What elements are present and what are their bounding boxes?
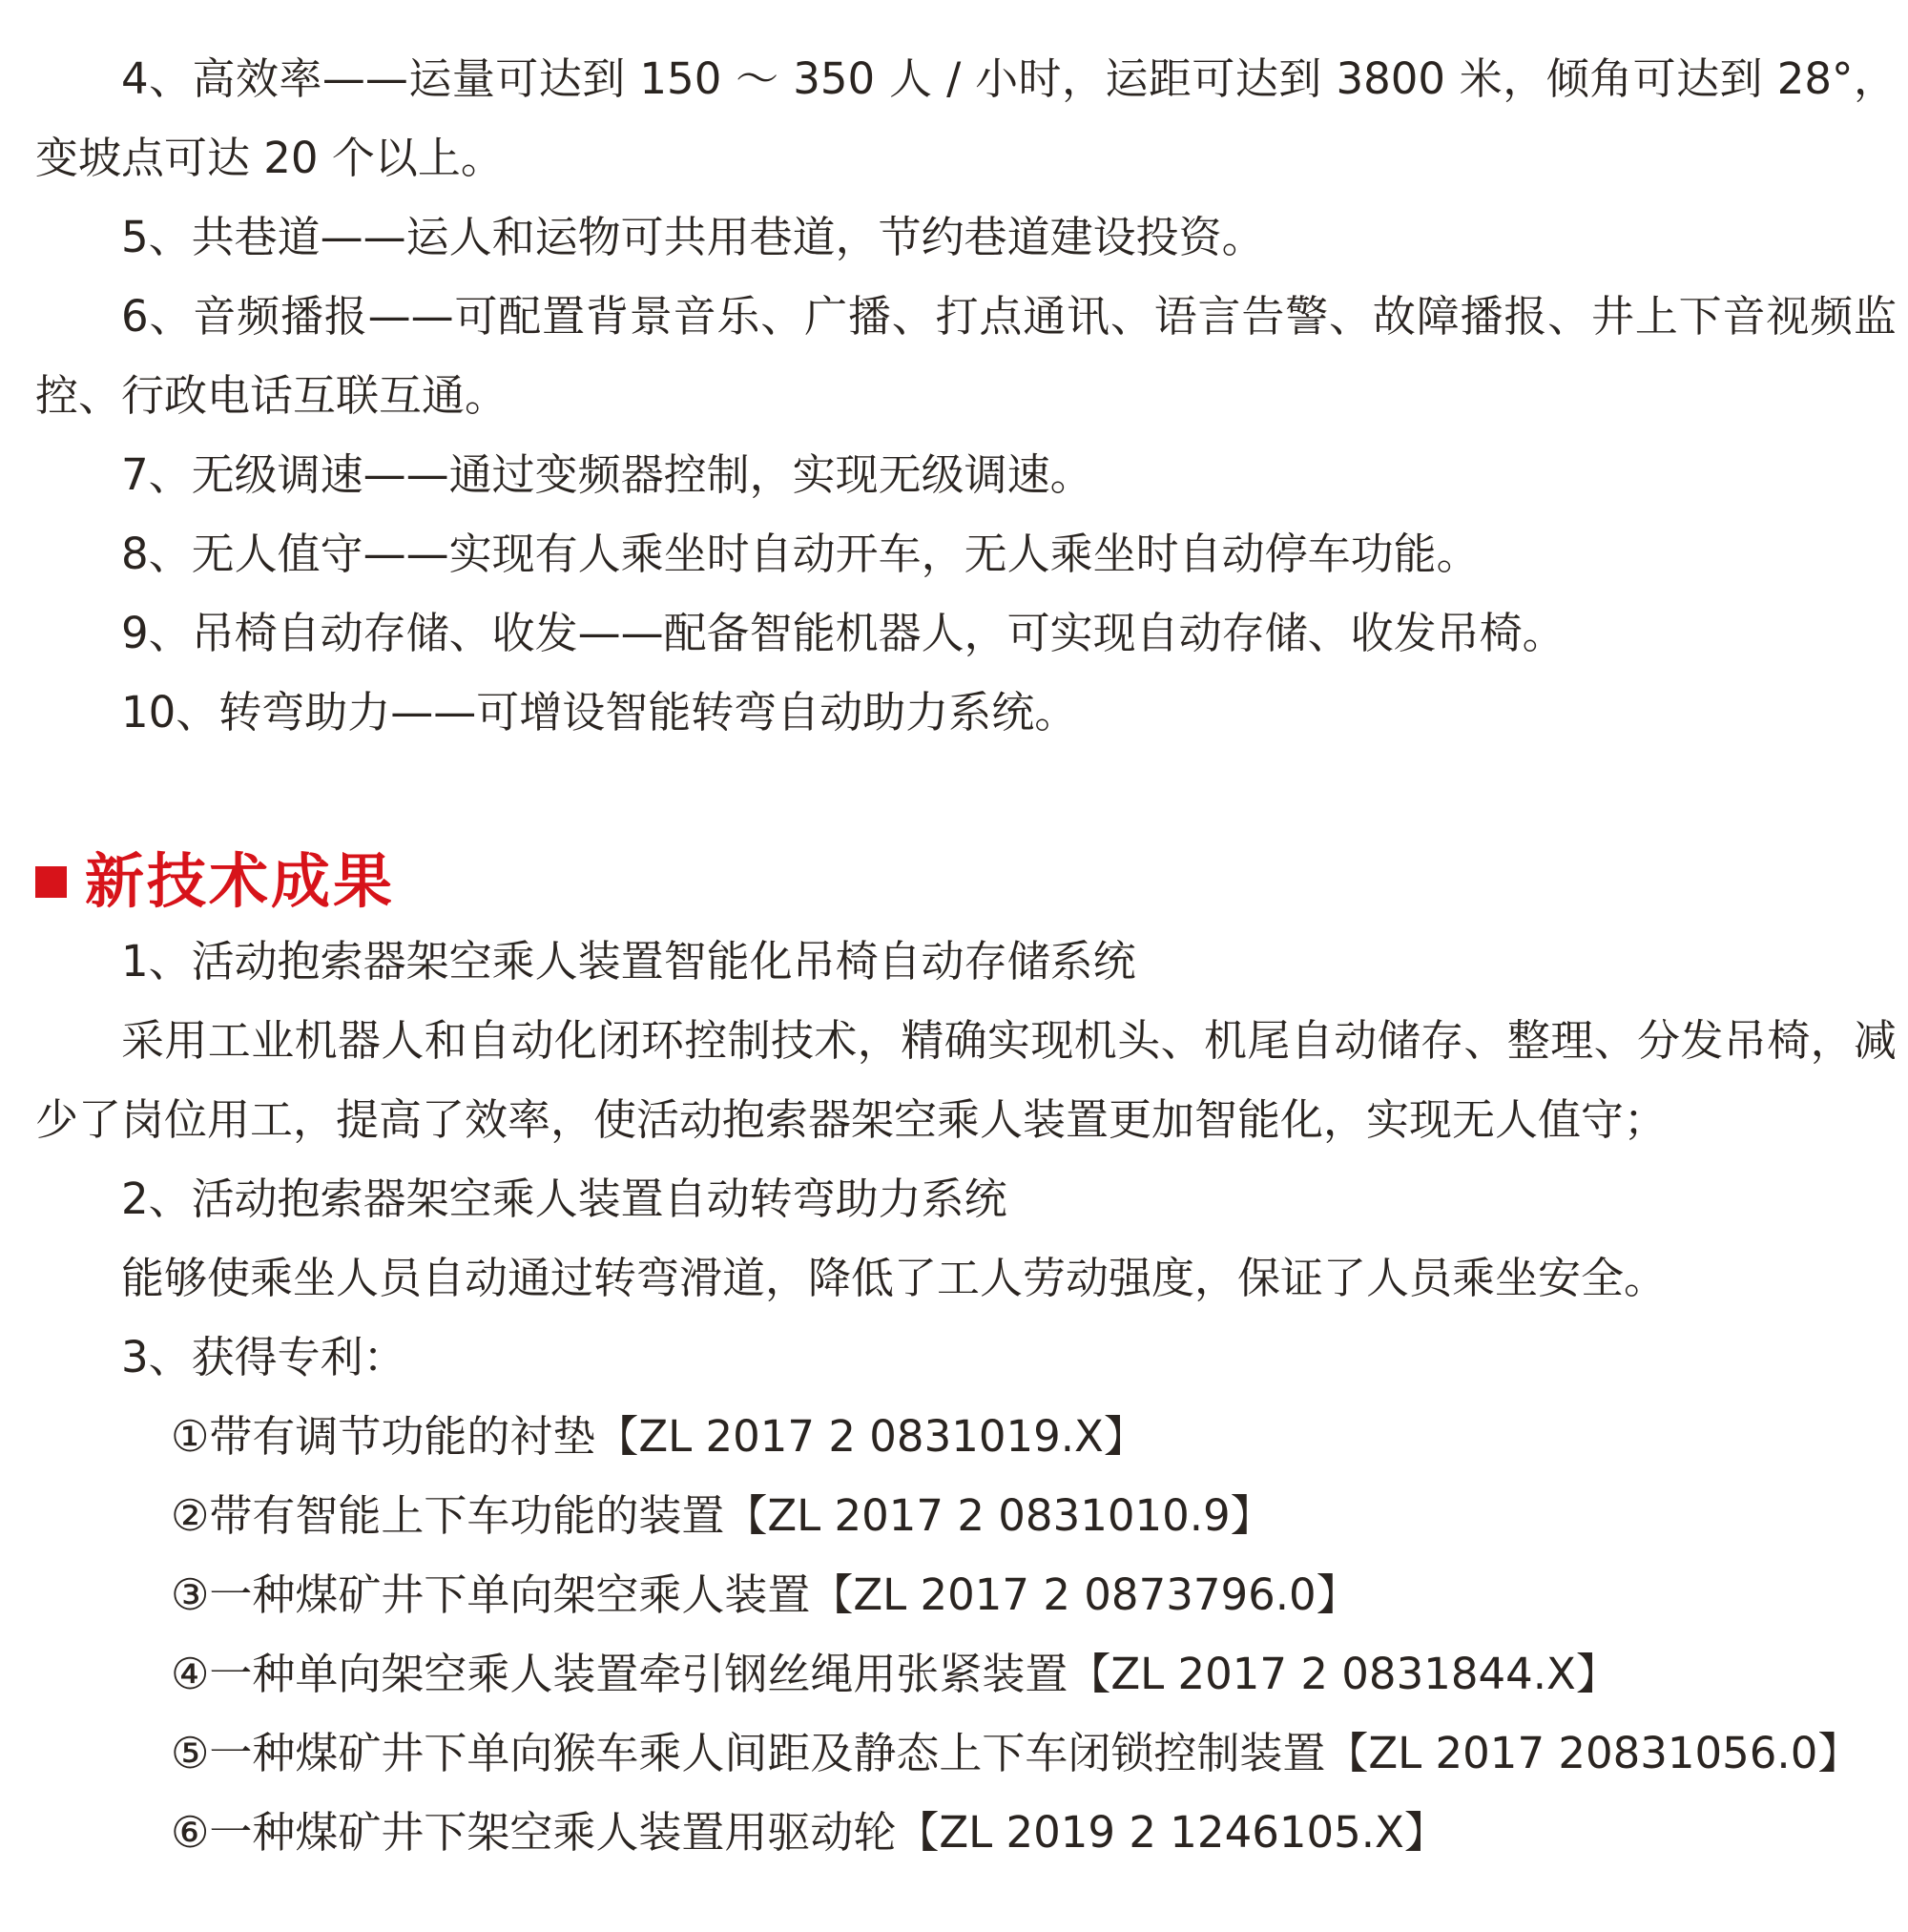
patent-item: ②带有智能上下车功能的装置【ZL 2017 2 0831010.9】: [171, 1490, 1274, 1541]
new-tech-item-title: 2、活动抱索器架空乘人装置自动转弯助力系统: [121, 1174, 1007, 1224]
section-title: 新技术成果: [85, 846, 396, 916]
feature-item: 6、音频播报——可配置背景音乐、广播、打点通讯、语言告警、故障播报、井上下音视频监控、行政电话互联互通。: [35, 291, 1897, 421]
new-tech-item-title: 3、获得专利：: [121, 1332, 406, 1382]
patent-item: ③一种煤矿井下单向架空乘人装置【ZL 2017 2 0873796.0】: [171, 1569, 1359, 1620]
red-square-bullet-icon: [35, 866, 67, 898]
feature-item: 9、吊椅自动存储、收发——配备智能机器人，可实现自动存储、收发吊椅。: [121, 608, 1566, 658]
feature-item: 8、无人值守——实现有人乘坐时自动开车，无人乘坐时自动停车功能。: [121, 529, 1480, 579]
patent-item: ④一种单向架空乘人装置牵引钢丝绳用张紧装置【ZL 2017 2 0831844.X】: [171, 1649, 1619, 1699]
feature-item: 7、无级调速——通过变频器控制，实现无级调速。: [121, 449, 1093, 500]
feature-item: 5、共巷道——运人和运物可共用巷道，节约巷道建设投资。: [121, 212, 1265, 262]
patent-item: ⑤一种煤矿井下单向猴车乘人间距及静态上下车闭锁控制装置【ZL 2017 20831056.0】: [171, 1728, 1861, 1778]
new-tech-item-body: 采用工业机器人和自动化闭环控制技术，精确实现机头、机尾自动储存、整理、分发吊椅，减少了岗位用工，提高了效率，使活动抱索器架空乘人装置更加智能化，实现无人值守；: [35, 1015, 1897, 1145]
feature-item: 4、高效率——运量可达到 150 ～ 350 人 / 小时，运距可达到 3800 米，倾角可达到 28°，变坡点可达 20 个以上。: [35, 53, 1897, 183]
feature-item: 10、转弯助力——可增设智能转弯自动助力系统。: [121, 687, 1078, 737]
section-heading: [35, 848, 1897, 915]
new-tech-item-body: 能够使乘坐人员自动通过转弯滑道，降低了工人劳动强度，保证了人员乘坐安全。: [121, 1253, 1668, 1303]
new-tech-item-title: 1、活动抱索器架空乘人装置智能化吊椅自动存储系统: [121, 936, 1136, 987]
patent-item: ⑥一种煤矿井下架空乘人装置用驱动轮【ZL 2019 2 1246105.X】: [171, 1807, 1447, 1858]
patent-item: ①带有调节功能的衬垫【ZL 2017 2 0831019.X】: [171, 1411, 1147, 1462]
